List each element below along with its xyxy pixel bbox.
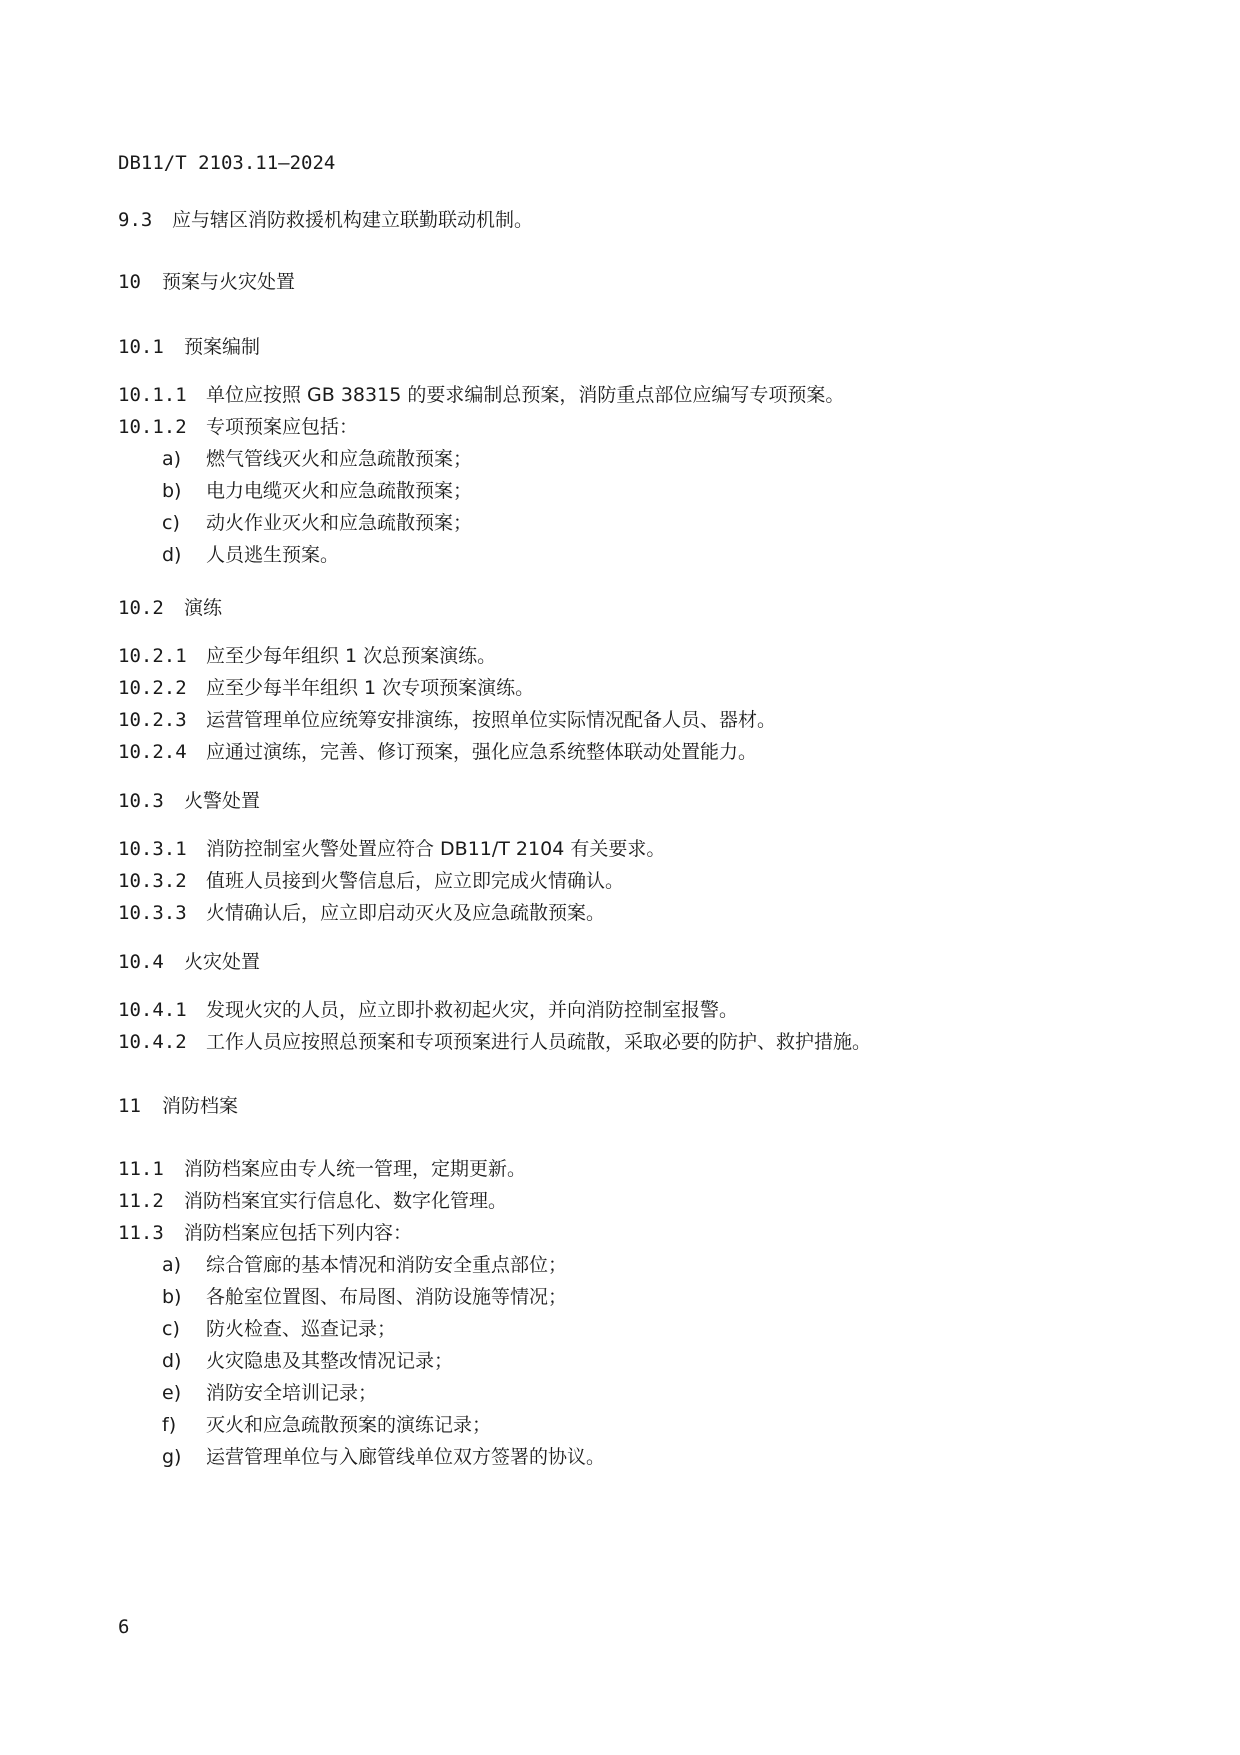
list-text: 灭火和应急疏散预案的演练记录； (206, 1414, 492, 1436)
clause-number: 10.2.4 (118, 741, 187, 763)
clause-text: 运营管理单位应统筹安排演练，按照单位实际情况配备人员、器材。 (206, 709, 777, 731)
clause-number: 11.1 (118, 1158, 164, 1180)
list-marker: c) (162, 512, 180, 534)
clause-number: 10.3.2 (118, 870, 187, 892)
clause-number: 10.2.1 (118, 645, 187, 667)
list-marker: a) (162, 1254, 182, 1276)
chapter-title: 预案与火灾处置 (162, 271, 296, 293)
list-marker: a) (162, 448, 182, 470)
clause-text: 消防档案应由专人统一管理，定期更新。 (184, 1158, 527, 1180)
list-text: 动火作业灭火和应急疏散预案； (206, 512, 473, 534)
clause-number: 10.4.1 (118, 999, 187, 1021)
list-text: 综合管廊的基本情况和消防安全重点部位； (206, 1254, 568, 1276)
list-marker: b) (162, 1286, 182, 1308)
section-title: 火警处置 (184, 790, 261, 812)
list-text: 运营管理单位与入廊管线单位双方签署的协议。 (206, 1446, 606, 1468)
section-number: 10.1 (118, 336, 164, 358)
clause-text: 消防档案应包括下列内容： (184, 1222, 413, 1244)
list-marker: c) (162, 1318, 180, 1340)
clause-text: 单位应按照 GB 38315 的要求编制总预案，消防重点部位应编写专项预案。 (206, 384, 845, 406)
clause-number: 10.2.3 (118, 709, 187, 731)
clause-number: 10.1.2 (118, 416, 187, 438)
clause-number: 10.3.1 (118, 838, 187, 860)
section-number: 10.4 (118, 951, 164, 973)
clause-text: 应至少每年组织 1 次总预案演练。 (206, 645, 497, 667)
list-marker: e) (162, 1382, 182, 1404)
list-marker: d) (162, 1350, 182, 1372)
clause-text: 应通过演练，完善、修订预案，强化应急系统整体联动处置能力。 (206, 741, 758, 763)
list-text: 电力电缆灭火和应急疏散预案； (206, 480, 473, 502)
section-number: 10.2 (118, 597, 164, 619)
clause-text: 专项预案应包括： (206, 416, 359, 438)
clause-text: 值班人员接到火警信息后，应立即完成火情确认。 (206, 870, 625, 892)
standard-code: DB11/T 2103.11—2024 (118, 152, 336, 174)
chapter-number: 11 (118, 1095, 141, 1117)
section-title: 火灾处置 (184, 951, 261, 973)
list-text: 燃气管线灭火和应急疏散预案； (206, 448, 473, 470)
clause-number: 11.3 (118, 1222, 164, 1244)
section-title: 演练 (184, 597, 223, 619)
clause-number: 10.1.1 (118, 384, 187, 406)
clause-number: 10.4.2 (118, 1031, 187, 1053)
section-number: 10.3 (118, 790, 164, 812)
clause-number: 10.2.2 (118, 677, 187, 699)
clause-text: 应至少每半年组织 1 次专项预案演练。 (206, 677, 535, 699)
list-marker: d) (162, 544, 182, 566)
chapter-number: 10 (118, 271, 141, 293)
list-text: 火灾隐患及其整改情况记录； (206, 1350, 454, 1372)
clause-text: 消防档案宜实行信息化、数字化管理。 (184, 1190, 508, 1212)
clause-text: 消防控制室火警处置应符合 DB11/T 2104 有关要求。 (206, 838, 666, 860)
chapter-title: 消防档案 (162, 1095, 239, 1117)
list-text: 各舱室位置图、布局图、消防设施等情况； (206, 1286, 568, 1308)
section-title: 预案编制 (184, 336, 261, 358)
page-number: 6 (118, 1616, 130, 1638)
clause-number: 10.3.3 (118, 902, 187, 924)
list-marker: b) (162, 480, 182, 502)
clause-number: 11.2 (118, 1190, 164, 1212)
list-text: 人员逃生预案。 (206, 544, 340, 566)
list-marker: f) (162, 1414, 177, 1436)
list-text: 防火检查、巡查记录； (206, 1318, 397, 1340)
list-text: 消防安全培训记录； (206, 1382, 378, 1404)
list-marker: g) (162, 1446, 182, 1468)
clause-text: 发现火灾的人员，应立即扑救初起火灾，并向消防控制室报警。 (206, 999, 739, 1021)
clause-text: 应与辖区消防救援机构建立联勤联动机制。 (172, 209, 534, 231)
clause-number: 9.3 (118, 209, 153, 231)
clause-text: 工作人员应按照总预案和专项预案进行人员疏散，采取必要的防护、救护措施。 (206, 1031, 872, 1053)
clause-text: 火情确认后，应立即启动灭火及应急疏散预案。 (206, 902, 606, 924)
